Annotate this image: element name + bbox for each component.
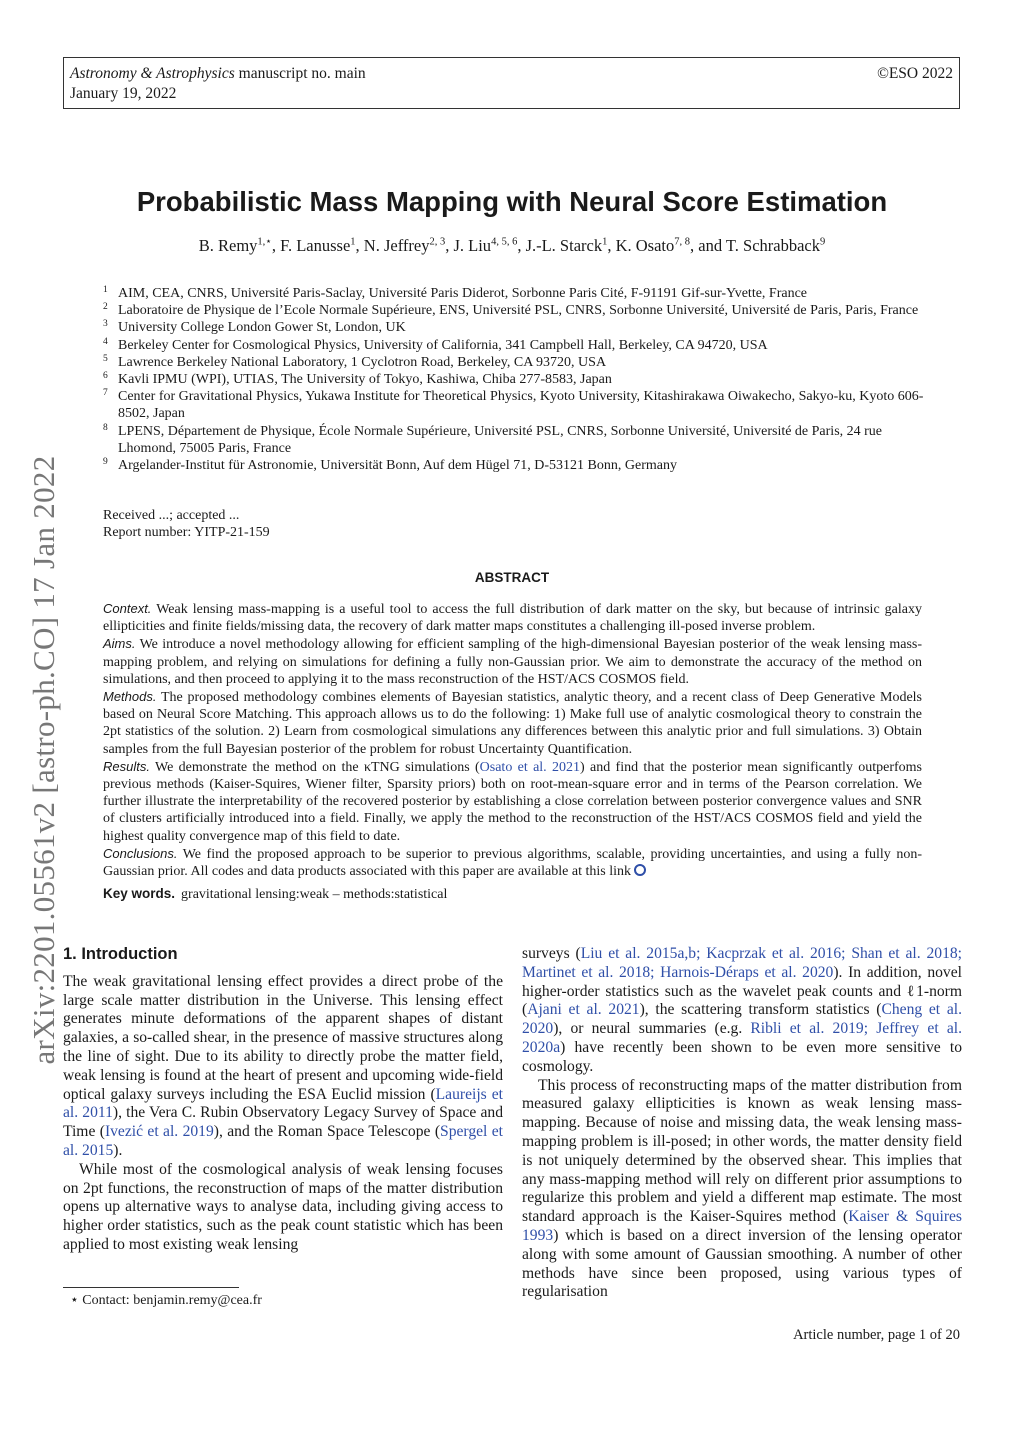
citation-link[interactable]: Spergel et al. 2015	[63, 1123, 504, 1159]
keywords-label: Key words.	[103, 886, 176, 901]
affiliation: 4 Berkeley Center for Cosmological Physics, University of California, 341 Campbell Hall, Berkeley, CA 94720, USA	[103, 336, 768, 353]
received-block	[103, 507, 270, 541]
citation-link[interactable]: Ivezić et al. 2019	[104, 1123, 214, 1141]
paragraph: While most of the cosmological analysis of weak lensing focuses on 2pt functions, the reconstruction of maps of the matter distribution opens up alternative ways to analyse data, including giving access to higher order statistics, such as the peak count statistic which has been applied to most existing weak lensing	[63, 1160, 503, 1253]
affiliation: 7 Center for Gravitational Physics, Yukawa Institute for Theoretical Physics, Kyoto University, Kitashirakawa Oiwakecho, Sakyo-ku, Kyoto 606-8502, Japan	[103, 388, 924, 422]
author: T. Schrabback$^9$	[725, 236, 826, 255]
author-list: B. Remy$^{1,⋆}$, F. Lanusse$^1$, N. Jeffrey$^{2, 3}$, J. Liu$^{4, 5, 6}$, J.-L. Starck$^1$, K. Osato$^{7, 8}$, and T. Schrabback$^9$	[198, 236, 826, 255]
citation-link[interactable]: Liu et al. 2015a,b; Kacprzak et al. 2016; Shan et al. 2018; Martinet et al. 2018; Harnois-Déraps et al. 2020	[522, 945, 962, 981]
abstract-methods: Methods. The proposed methodology combines elements of Bayesian statistics, analytic theory, and a recent class of Deep Generative Models based on Neural Score Matching. This approach allows us to do the following: 1) Make full use of analytic cosmological theory to constrain the 2pt statistics of the solution. 2) Learn from cosmological simulations any differences between this analytic prior and full simulations. 3) Obtain samples from the full Bayesian posterior of the problem for robust Uncertainty Quantification.	[103, 689, 923, 757]
affiliation: 8 LPENS, Département de Physique, École Normale Supérieure, Université PSL, CNRS, Sorbonne Université, Université de Paris, 24 rue Lhomond, 75005 Paris, France	[103, 422, 883, 456]
paragraph: surveys (Liu et al. 2015a,b; Kacprzak et al. 2016; Shan et al. 2018; Martinet et al. 2018; Harnois-Déraps et al. 2020). In addition, novel higher-order statistics such as the wavelet peak counts and ℓ1-norm (Ajani et al. 2021), the scattering transform statistics (Cheng et al. 2020), or neural summaries (e.g. Ribli et al. 2019; Jeffrey et al. 2020a) have recently been shown to be even more sensitive to cosmology.	[522, 945, 962, 1075]
journal-header-box	[63, 57, 960, 109]
affiliation: 6 Kavli IPMU (WPI), UTIAS, The University of Tokyo, Kashiwa, Chiba 277-8583, Japan	[103, 371, 612, 388]
page-footer: Article number, page 1 of 20	[793, 1327, 960, 1343]
right-column	[522, 945, 962, 1302]
affiliation-list	[103, 285, 929, 474]
author: N. Jeffrey$^{2, 3}$	[363, 236, 446, 255]
journal-line	[70, 65, 366, 83]
github-icon[interactable]	[634, 864, 646, 876]
author: K. Osato$^{7, 8}$	[615, 236, 691, 255]
affiliation: 9 Argelander-Institut für Astronomie, Universität Bonn, Auf dem Hügel 71, D-53121 Bonn, Germany	[103, 457, 677, 474]
report-number: Report number: YITP-21-159	[103, 525, 270, 541]
left-column	[63, 945, 503, 1255]
citation-link[interactable]: Laureijs et al. 2011	[63, 1085, 503, 1122]
manuscript-date: January 19, 2022	[70, 85, 177, 102]
abstract-results: Results. We demonstrate the method on the κTNG simulations (Osato et al. 2021) and find that the posterior mean significantly outperfoms previous methods (Kaiser-Squires, Wiener filter, Sparsity priors) both on root-mean-square error and in terms of the Pearson correlation. We further illustrate the interpretability of the recovered posterior by establishing a close correlation between posterior convergence values and SNR of clusters artificially introduced into a field. Finally, we apply the method to the reconstruction of the HST/ACS COSMOS field and yield the highest quality convergence map of this field to date.	[103, 758, 922, 844]
received-line: Received ...; accepted ...	[103, 508, 240, 523]
author: J. Liu$^{4, 5, 6}$	[453, 236, 518, 255]
arxiv-stamp: arXiv:2201.05561v2 [astro-ph.CO] 17 Jan 2022	[26, 455, 61, 1065]
paragraph: The weak gravitational lensing effect provides a direct probe of the large scale matter distribution in the Universe. This lensing effect generates minute deformations of the apparent shapes of distant galaxies, a so-called shear, in the presence of massive structures along the line of sight. Due to its ability to directly probe the matter field, weak lensing is found at the heart of present and upcoming wide-field optical galaxy surveys including the ESA Euclid mission (Laureijs et al. 2011), the Vera C. Rubin Observatory Legacy Survey of Space and Time (Ivezić et al. 2019), and the Roman Space Telescope (Spergel et al. 2015).	[63, 972, 504, 1159]
citation-link[interactable]: Cheng et al. 2020	[522, 1001, 962, 1038]
footnote: ⋆ Contact: benjamin.remy@cea.fr	[70, 1293, 262, 1308]
abstract-context: Context. Weak lensing mass-mapping is a useful tool to access the full distribution of dark matter on the sky, but because of intrinsic galaxy ellipticities and finite fields/missing data, the recovery of dark matter maps constitutes a challenging ill-posed inverse problem.	[103, 601, 922, 635]
citation-link[interactable]: Osato et al. 2021	[479, 759, 581, 775]
citation-link[interactable]: Kaiser & Squires 1993	[522, 1208, 963, 1244]
author: J.-L. Starck$^1$	[525, 236, 608, 255]
section-heading: 1. Introduction	[63, 945, 178, 963]
abstract-body	[103, 600, 922, 880]
citation-link[interactable]: Ajani et al. 2021	[527, 1001, 640, 1019]
paragraph: This process of reconstructing maps of the matter distribution from measured galaxy ellipticities is known as weak lensing mass-mapping. Because of noise and missing data, the weak lensing mass-mapping problem is ill-posed; in other words, the matter density field is not uniquely determined by the observed shear. This implies that any mass-mapping method will rely on different prior assumptions to regularize this problem and yield a different map estimate. The most standard approach is the Kaiser-Squires method (Kaiser & Squires 1993) which is based on a direct inversion of the lensing operator along with some amount of Gaussian smoothing. A number of other methods have since been proposed, using various types of regularisation	[522, 1076, 963, 1301]
citation-link[interactable]: Ribli et al. 2019; Jeffrey et al. 2020a	[522, 1020, 962, 1056]
abstract-aims: Aims. We introduce a novel methodology allowing for efficient sampling of the high-dimensional Bayesian posterior of the weak lensing mass-mapping problem, and relying on simulations for defining a fully non-Gaussian prior. We aim to demonstrate the accuracy of the method on simulations, and then proceed to applying it to the mass reconstruction of the HST/ACS COSMOS field.	[103, 636, 922, 687]
paper-title: Probabilistic Mass Mapping with Neural Score Estimation	[136, 186, 888, 217]
affiliation: 2 Laboratoire de Physique de l’Ecole Normale Supérieure, ENS, Université PSL, CNRS, Sorbonne Université, Université de Paris, Paris, France	[103, 302, 919, 319]
affiliation: 1 AIM, CEA, CNRS, Université Paris-Saclay, Université Paris Diderot, Sorbonne Paris Cité, F-91191 Gif-sur-Yvette, France	[103, 285, 808, 301]
footnote-divider	[63, 1287, 239, 1288]
abstract-conclusions: Conclusions. We find the proposed approach to be superior to previous algorithms, scalable, providing uncertainties, and using a fully non-Gaussian prior. All codes and data products associated with this paper are available at this link	[103, 845, 922, 880]
abstract-heading: ABSTRACT	[474, 570, 550, 585]
author: B. Remy$^{1,⋆}$	[198, 236, 272, 255]
keywords-text: gravitational lensing:weak – methods:statistical	[181, 887, 448, 902]
author: F. Lanusse$^1$	[280, 236, 356, 255]
affiliation: 3 University College London Gower St, London, UK	[103, 319, 406, 336]
copyright-notice: ©ESO 2022	[877, 65, 953, 82]
affiliation: 5 Lawrence Berkeley National Laboratory, 1 Cyclotron Road, Berkeley, CA 93720, USA	[103, 353, 607, 370]
keywords-line	[103, 886, 447, 903]
journal-name: Astronomy & Astrophysics	[70, 65, 235, 82]
manuscript-number: manuscript no. main	[238, 65, 366, 82]
